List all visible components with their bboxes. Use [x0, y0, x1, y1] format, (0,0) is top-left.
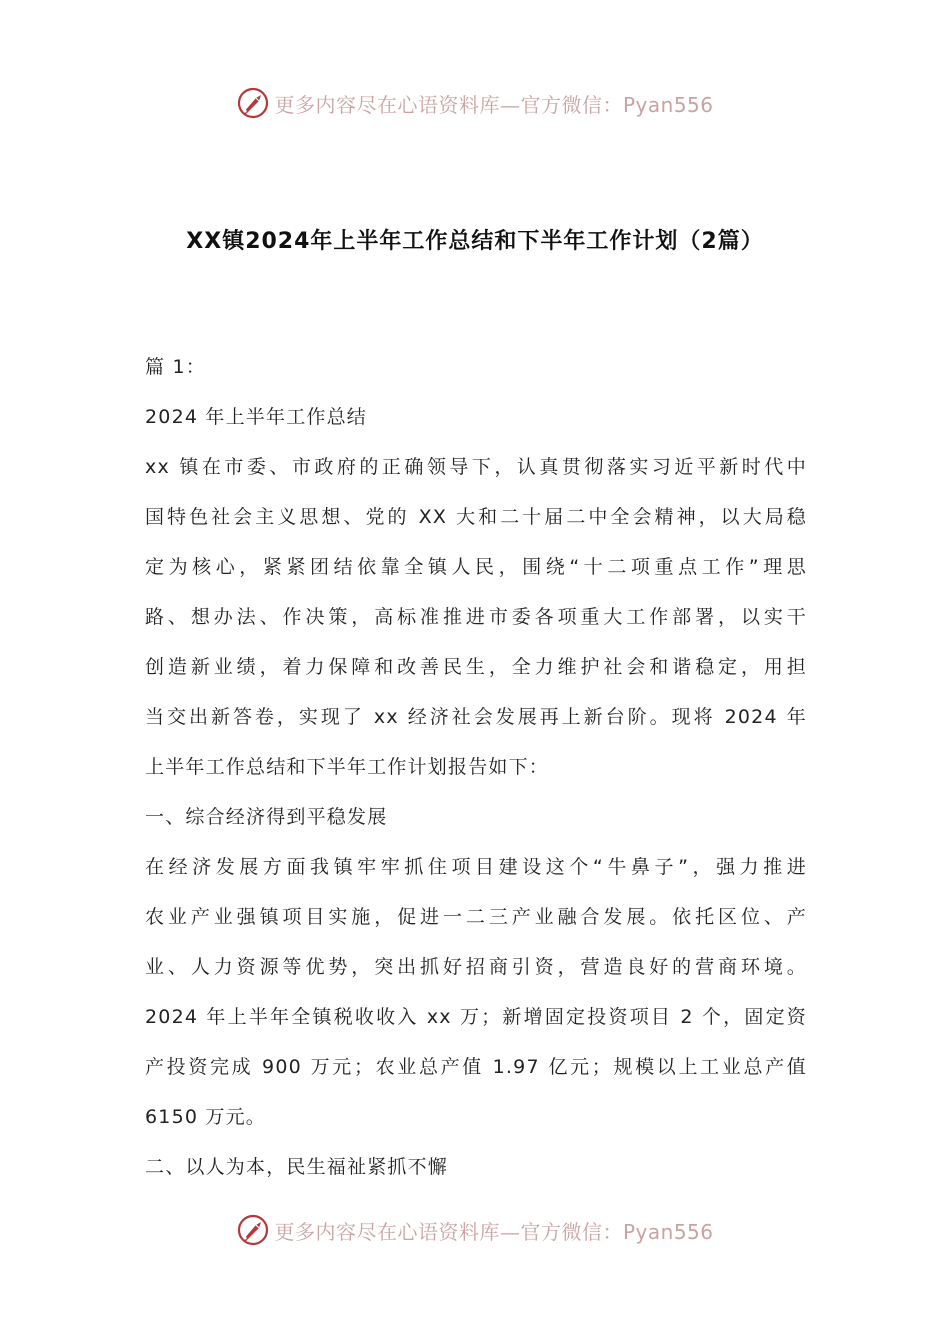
wechat-id: Pyan556 [622, 1219, 714, 1244]
watermark-text: 更多内容尽在心语资料库—官方微信：Pyan556 [274, 1219, 714, 1244]
watermark-banner-top [0, 81, 950, 125]
paragraph-line: 定为核心，紧紧团结依靠全镇人民，围绕“十二项重点工作”理思 [145, 556, 807, 578]
paragraph-line: xx 镇在市委、市政府的正确领导下，认真贯彻落实习近平新时代中 [145, 456, 807, 478]
paragraph-line: 路、想办法、作决策，高标准推进市委各项重大工作部署，以实干 [145, 606, 807, 628]
paragraph-line: 在经济发展方面我镇牢牢抓住项目建设这个“牛鼻子”，强力推进 [145, 856, 807, 878]
paragraph-line: 当交出新答卷，实现了 xx 经济社会发展再上新台阶。现将 2024 年 [145, 706, 807, 728]
watermark-banner-bottom [0, 1208, 950, 1252]
paragraph-line: 6150 万元。 [145, 1106, 266, 1128]
pen-nib-logo-icon [236, 1213, 270, 1247]
paragraph-line: 农业产业强镇项目实施，促进一二三产业融合发展。依托区位、产 [145, 906, 807, 928]
pen-nib-logo-icon [236, 86, 270, 120]
paragraph-line: 产投资完成 900 万元；农业总产值 1.97 亿元；规模以上工业总产值 [145, 1056, 807, 1078]
section-label: 篇 1： [145, 356, 206, 378]
paragraph-line: 国特色社会主义思想、党的 XX 大和二十届二中全会精神，以大局稳 [145, 506, 807, 528]
section-heading: 2024 年上半年工作总结 [145, 406, 367, 428]
document-title: XX镇2024年上半年工作总结和下半年工作计划（2篇） [186, 229, 764, 254]
watermark-text: 更多内容尽在心语资料库—官方微信：Pyan556 [274, 92, 714, 117]
wechat-id: Pyan556 [622, 92, 714, 117]
paragraph-line: 2024 年上半年全镇税收收入 xx 万；新增固定投资项目 2 个，固定资 [145, 1006, 807, 1028]
paragraph-line: 业、人力资源等优势，突出抓好招商引资，营造良好的营商环境。 [145, 956, 807, 978]
subsection-heading: 一、综合经济得到平稳发展 [145, 806, 388, 828]
paragraph-line: 上半年工作总结和下半年工作计划报告如下： [145, 756, 550, 778]
paragraph-line: 创造新业绩，着力保障和改善民生，全力维护社会和谐稳定，用担 [145, 656, 807, 678]
subsection-heading: 二、以人为本，民生福祉紧抓不懈 [145, 1156, 449, 1178]
document-body [145, 342, 807, 1192]
